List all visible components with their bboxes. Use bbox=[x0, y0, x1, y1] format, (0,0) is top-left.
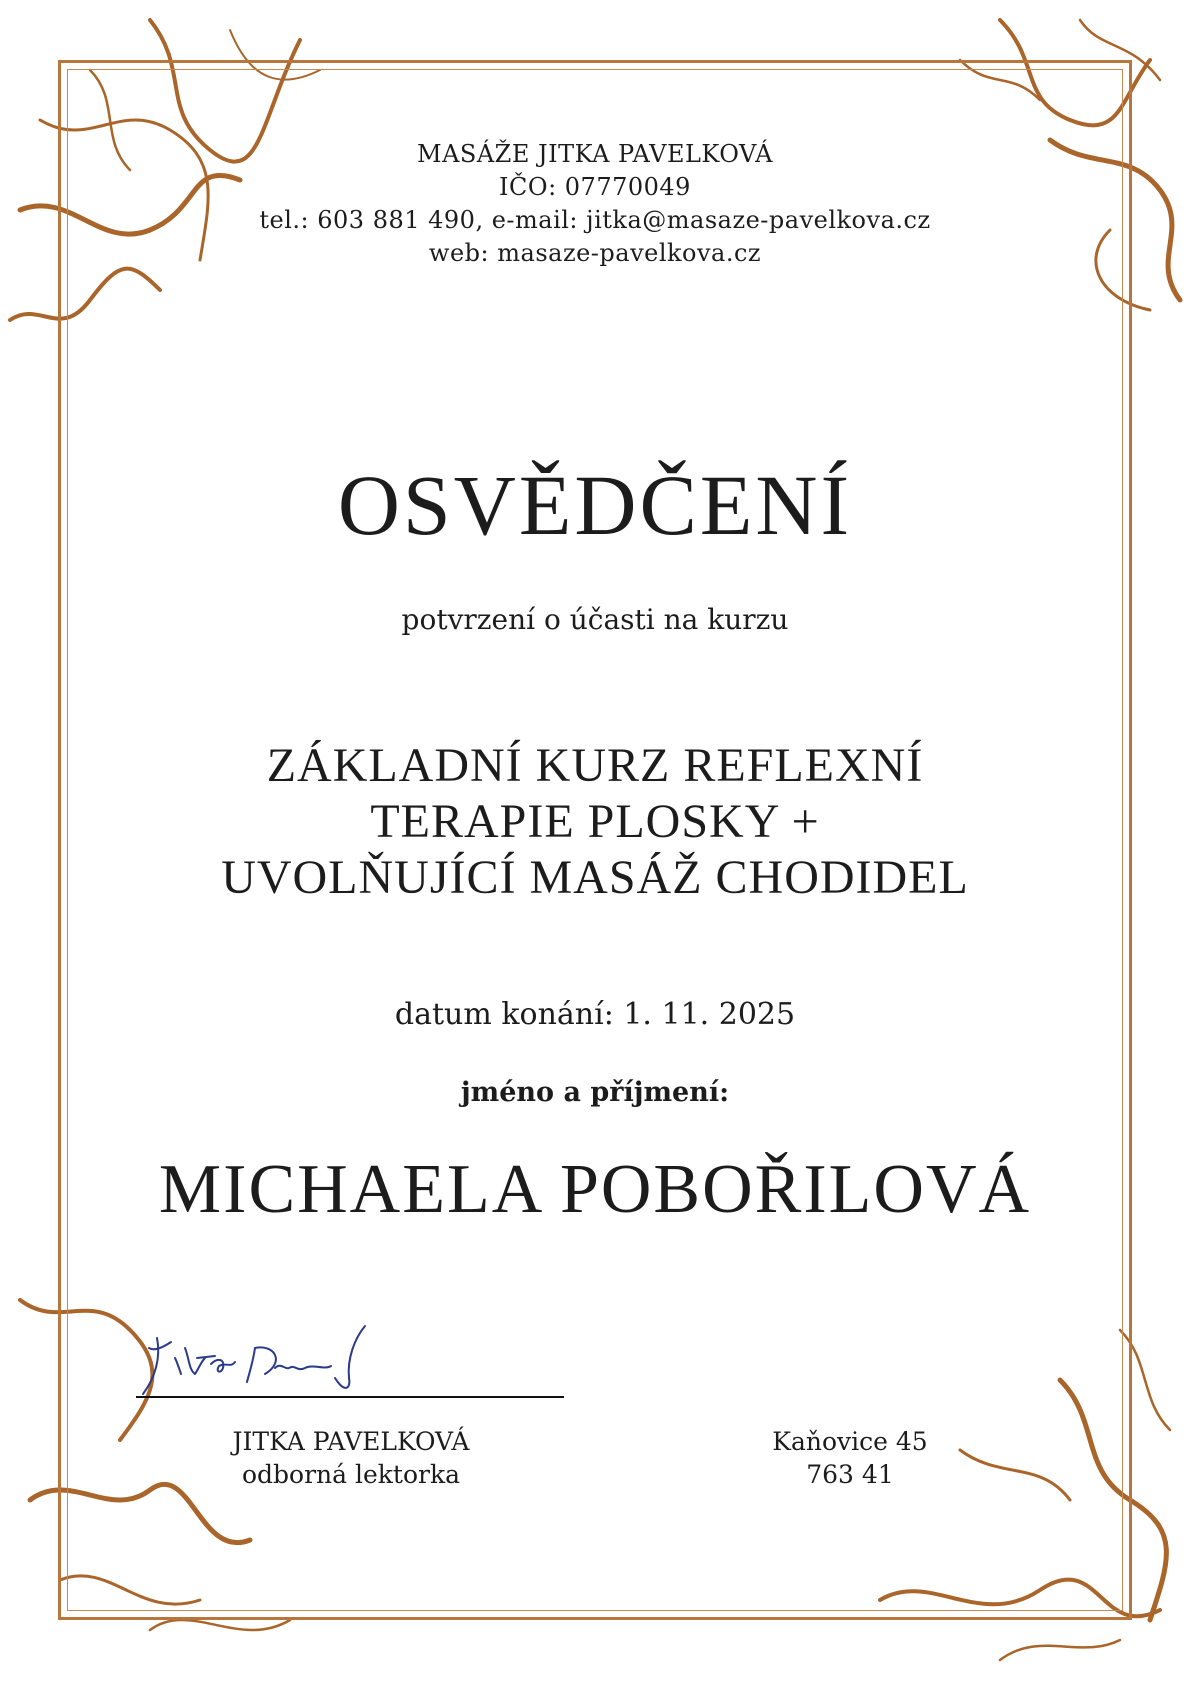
course-line: UVOLŇUJÍCÍ MASÁŽ CHODIDEL bbox=[221, 851, 969, 904]
address-zip: 763 41 bbox=[806, 1460, 894, 1489]
course-line: TERAPIE PLOSKY + bbox=[370, 795, 820, 848]
certificate-title: OSVĚDČENÍ bbox=[337, 457, 853, 553]
address-street: Kaňovice 45 bbox=[772, 1427, 928, 1456]
course-line: ZÁKLADNÍ KURZ REFLEXNÍ bbox=[266, 739, 924, 792]
lecturer-role: odborná lektorka bbox=[241, 1460, 461, 1489]
address-block bbox=[720, 1425, 980, 1491]
issuer-header bbox=[0, 138, 1190, 270]
signature-line bbox=[136, 1396, 564, 1398]
course-name bbox=[0, 738, 1190, 906]
handwritten-signature bbox=[135, 1318, 435, 1398]
contact-info: tel.: 603 881 490, e-mail: jitka@masaze-pavelkova.cz bbox=[259, 206, 931, 234]
website: web: masaze-pavelkova.cz bbox=[428, 239, 762, 267]
certificate-subtitle: potvrzení o účasti na kurzu bbox=[401, 603, 789, 636]
course-date: datum konání: 1. 11. 2025 bbox=[394, 997, 796, 1032]
lecturer-name: JITKA PAVELKOVÁ bbox=[232, 1427, 470, 1456]
company-name: MASÁŽE JITKA PAVELKOVÁ bbox=[417, 140, 773, 168]
name-label: jméno a příjmení: bbox=[460, 1077, 730, 1108]
participant-name: MICHAELA POBOŘILOVÁ bbox=[158, 1151, 1032, 1228]
company-id: IČO: 07770049 bbox=[499, 173, 691, 201]
lecturer-block bbox=[186, 1425, 516, 1491]
